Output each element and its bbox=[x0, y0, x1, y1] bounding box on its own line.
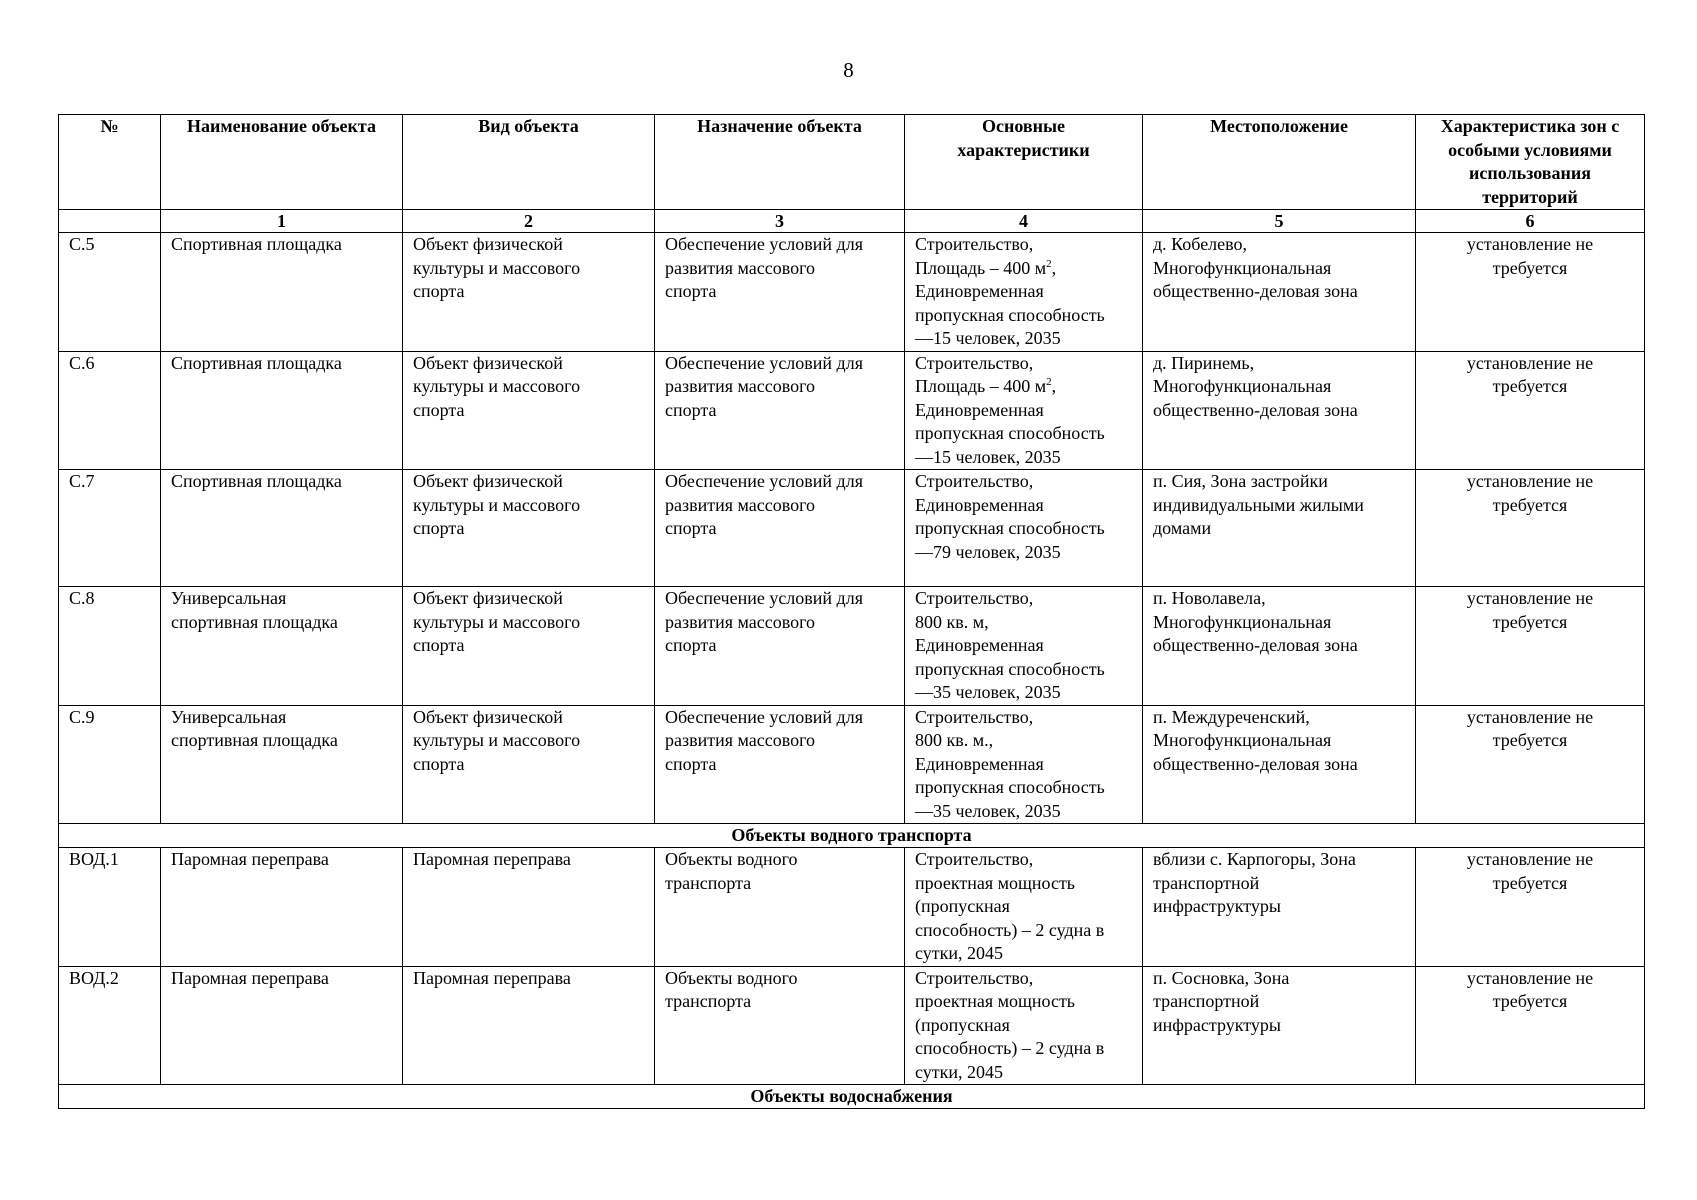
column-number-cell: 4 bbox=[905, 210, 1143, 233]
cell-purpose: Объекты водного транспорта bbox=[655, 848, 905, 967]
characteristics-area-tail: , bbox=[1051, 376, 1057, 396]
cell-characteristics: Строительство, проектная мощность (пропускная способность) – 2 судна в сутки, 2045 bbox=[905, 848, 1143, 967]
characteristics-line: Строительство, bbox=[915, 352, 1034, 373]
column-number-cell: 6 bbox=[1416, 210, 1645, 233]
column-number-cell: 2 bbox=[403, 210, 655, 233]
header-characteristics: Основные характеристики bbox=[905, 115, 1143, 210]
header-purpose: Назначение объекта bbox=[655, 115, 905, 210]
cell-type: Объект физической культуры и массового спорта bbox=[403, 233, 655, 352]
cell-type: Паромная переправа bbox=[403, 848, 655, 967]
cell-id: С.6 bbox=[59, 351, 161, 470]
section-title: Объекты водоснабжения bbox=[59, 1085, 1645, 1109]
cell-id: С.8 bbox=[59, 587, 161, 706]
page-number: 8 bbox=[843, 58, 854, 82]
table-row bbox=[59, 705, 1645, 824]
cell-characteristics: Строительство, Единовременная пропускная способность —79 человек, 2035 bbox=[905, 470, 1143, 587]
characteristics-line: Строительство, bbox=[915, 234, 1034, 254]
section-row-water-supply bbox=[59, 1085, 1645, 1109]
header-location: Местоположение bbox=[1143, 115, 1416, 210]
cell-id: С.9 bbox=[59, 705, 161, 824]
header-type: Вид объекта bbox=[403, 115, 655, 210]
cell-purpose: Обеспечение условий для развития массового спорта bbox=[655, 233, 905, 352]
cell-name: Спортивная площадка bbox=[161, 233, 403, 352]
characteristics-rest: Единовременная пропускная способность —15 человек, 2035 bbox=[915, 399, 1105, 467]
column-number-cell bbox=[59, 210, 161, 233]
cell-zone: установление не требуется bbox=[1416, 351, 1645, 470]
table-row bbox=[59, 233, 1645, 352]
cell-characteristics bbox=[905, 351, 1143, 470]
column-number-cell: 5 bbox=[1143, 210, 1416, 233]
cell-name: Спортивная площадка bbox=[161, 470, 403, 587]
cell-location: вблизи с. Карпогоры, Зона транспортной инфраструктуры bbox=[1143, 848, 1416, 967]
table-row bbox=[59, 966, 1645, 1085]
cell-type: Объект физической культуры и массового спорта bbox=[403, 351, 655, 470]
cell-characteristics bbox=[905, 233, 1143, 352]
cell-characteristics: Строительство, 800 кв. м., Единовременная пропускная способность —35 человек, 2035 bbox=[905, 705, 1143, 824]
cell-zone: установление не требуется bbox=[1416, 587, 1645, 706]
table-row bbox=[59, 848, 1645, 967]
column-number-cell: 1 bbox=[161, 210, 403, 233]
table-row bbox=[59, 351, 1645, 470]
area-unit-superscript: 2 bbox=[1046, 257, 1052, 270]
cell-zone: установление не требуется bbox=[1416, 233, 1645, 352]
header-name: Наименование объекта bbox=[161, 115, 403, 210]
cell-zone: установление не требуется bbox=[1416, 470, 1645, 587]
header-row bbox=[59, 115, 1645, 210]
characteristics-rest: Единовременная пропускная способность —15 человек, 2035 bbox=[915, 281, 1105, 348]
area-unit-superscript: 2 bbox=[1046, 376, 1052, 388]
cell-type: Паромная переправа bbox=[403, 966, 655, 1085]
cell-name: Универсальная спортивная площадка bbox=[161, 587, 403, 706]
header-number: № bbox=[59, 115, 161, 210]
cell-name: Паромная переправа bbox=[161, 966, 403, 1085]
cell-purpose: Обеспечение условий для развития массового спорта bbox=[655, 351, 905, 470]
column-number-row bbox=[59, 210, 1645, 233]
cell-name: Спортивная площадка bbox=[161, 351, 403, 470]
cell-name: Универсальная спортивная площадка bbox=[161, 705, 403, 824]
characteristics-area: Площадь – 400 м bbox=[915, 376, 1047, 396]
cell-zone: установление не требуется bbox=[1416, 848, 1645, 967]
cell-location: д. Пиринемь, Многофункциональная общественно-деловая зона bbox=[1143, 351, 1416, 470]
table-row bbox=[59, 470, 1645, 587]
header-zones: Характеристика зон с особыми условиями использования территорий bbox=[1416, 115, 1645, 210]
cell-id: ВОД.2 bbox=[59, 966, 161, 1085]
cell-location: д. Кобелево, Многофункциональная общественно-деловая зона bbox=[1143, 233, 1416, 352]
cell-id: С.7 bbox=[59, 470, 161, 587]
cell-purpose: Обеспечение условий для развития массового спорта bbox=[655, 587, 905, 706]
section-row-water-transport bbox=[59, 824, 1645, 848]
cell-location: п. Новолавела, Многофункциональная общественно-деловая зона bbox=[1143, 587, 1416, 706]
cell-type: Объект физической культуры и массового спорта bbox=[403, 587, 655, 706]
cell-zone: установление не требуется bbox=[1416, 705, 1645, 824]
cell-id: ВОД.1 bbox=[59, 848, 161, 967]
cell-location: п. Сия, Зона застройки индивидуальными жилыми домами bbox=[1143, 470, 1416, 587]
cell-location: п. Междуреченский, Многофункциональная общественно-деловая зона bbox=[1143, 705, 1416, 824]
cell-characteristics: Строительство, 800 кв. м, Единовременная пропускная способность —35 человек, 2035 bbox=[905, 587, 1143, 706]
cell-id: С.5 bbox=[59, 233, 161, 352]
cell-characteristics: Строительство, проектная мощность (пропускная способность) – 2 судна в сутки, 2045 bbox=[905, 966, 1143, 1085]
cell-name: Паромная переправа bbox=[161, 848, 403, 967]
cell-type: Объект физической культуры и массового спорта bbox=[403, 705, 655, 824]
cell-type: Объект физической культуры и массового спорта bbox=[403, 470, 655, 587]
cell-zone: установление не требуется bbox=[1416, 966, 1645, 1085]
table-row bbox=[59, 587, 1645, 706]
cell-purpose: Обеспечение условий для развития массового спорта bbox=[655, 470, 905, 587]
cell-purpose: Объекты водного транспорта bbox=[655, 966, 905, 1085]
cell-location: п. Сосновка, Зона транспортной инфраструктуры bbox=[1143, 966, 1416, 1085]
characteristics-area-tail: , bbox=[1051, 257, 1057, 278]
characteristics-area: Площадь – 400 м bbox=[915, 257, 1047, 278]
cell-purpose: Обеспечение условий для развития массового спорта bbox=[655, 705, 905, 824]
column-number-cell: 3 bbox=[655, 210, 905, 233]
objects-table bbox=[58, 114, 1645, 1109]
section-title: Объекты водного транспорта bbox=[59, 824, 1645, 848]
